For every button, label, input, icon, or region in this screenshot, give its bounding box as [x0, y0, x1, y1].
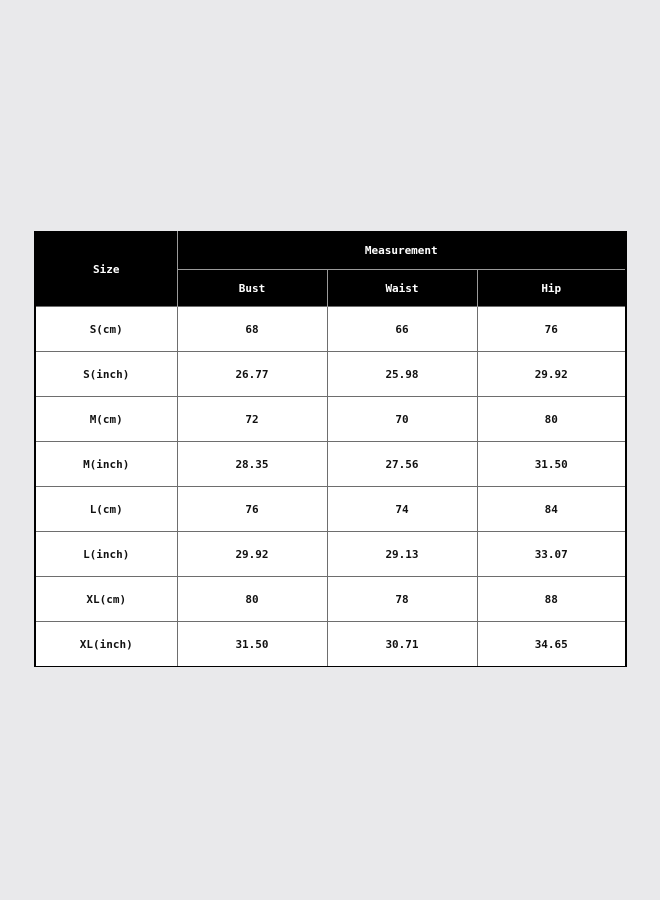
size-cell: L(inch)	[35, 532, 177, 577]
header-row-1	[35, 232, 626, 270]
waist-cell: 25.98	[327, 352, 477, 397]
size-chart-table	[34, 231, 627, 667]
size-column-header: Size	[35, 232, 177, 307]
bust-cell: 28.35	[177, 442, 327, 487]
hip-cell: 34.65	[477, 622, 626, 667]
waist-column-header: Waist	[327, 270, 477, 307]
bust-cell: 72	[177, 397, 327, 442]
bust-column-header: Bust	[177, 270, 327, 307]
waist-cell: 27.56	[327, 442, 477, 487]
bust-cell: 76	[177, 487, 327, 532]
waist-cell: 78	[327, 577, 477, 622]
table-row	[35, 352, 626, 397]
size-cell: XL(cm)	[35, 577, 177, 622]
hip-cell: 88	[477, 577, 626, 622]
hip-cell: 84	[477, 487, 626, 532]
table-row	[35, 622, 626, 667]
waist-cell: 66	[327, 307, 477, 352]
hip-cell: 31.50	[477, 442, 626, 487]
size-cell: XL(inch)	[35, 622, 177, 667]
table-row	[35, 532, 626, 577]
table-row	[35, 487, 626, 532]
hip-column-header: Hip	[477, 270, 626, 307]
bust-cell: 31.50	[177, 622, 327, 667]
table-row	[35, 577, 626, 622]
table-row	[35, 397, 626, 442]
waist-cell: 74	[327, 487, 477, 532]
table-row	[35, 442, 626, 487]
bust-cell: 80	[177, 577, 327, 622]
size-cell: L(cm)	[35, 487, 177, 532]
hip-cell: 29.92	[477, 352, 626, 397]
measurement-group-header: Measurement	[177, 232, 626, 270]
waist-cell: 70	[327, 397, 477, 442]
hip-cell: 76	[477, 307, 626, 352]
bust-cell: 68	[177, 307, 327, 352]
size-cell: S(cm)	[35, 307, 177, 352]
hip-cell: 80	[477, 397, 626, 442]
waist-cell: 29.13	[327, 532, 477, 577]
table-row	[35, 307, 626, 352]
bust-cell: 26.77	[177, 352, 327, 397]
size-cell: M(cm)	[35, 397, 177, 442]
size-cell: M(inch)	[35, 442, 177, 487]
waist-cell: 30.71	[327, 622, 477, 667]
bust-cell: 29.92	[177, 532, 327, 577]
size-cell: S(inch)	[35, 352, 177, 397]
hip-cell: 33.07	[477, 532, 626, 577]
